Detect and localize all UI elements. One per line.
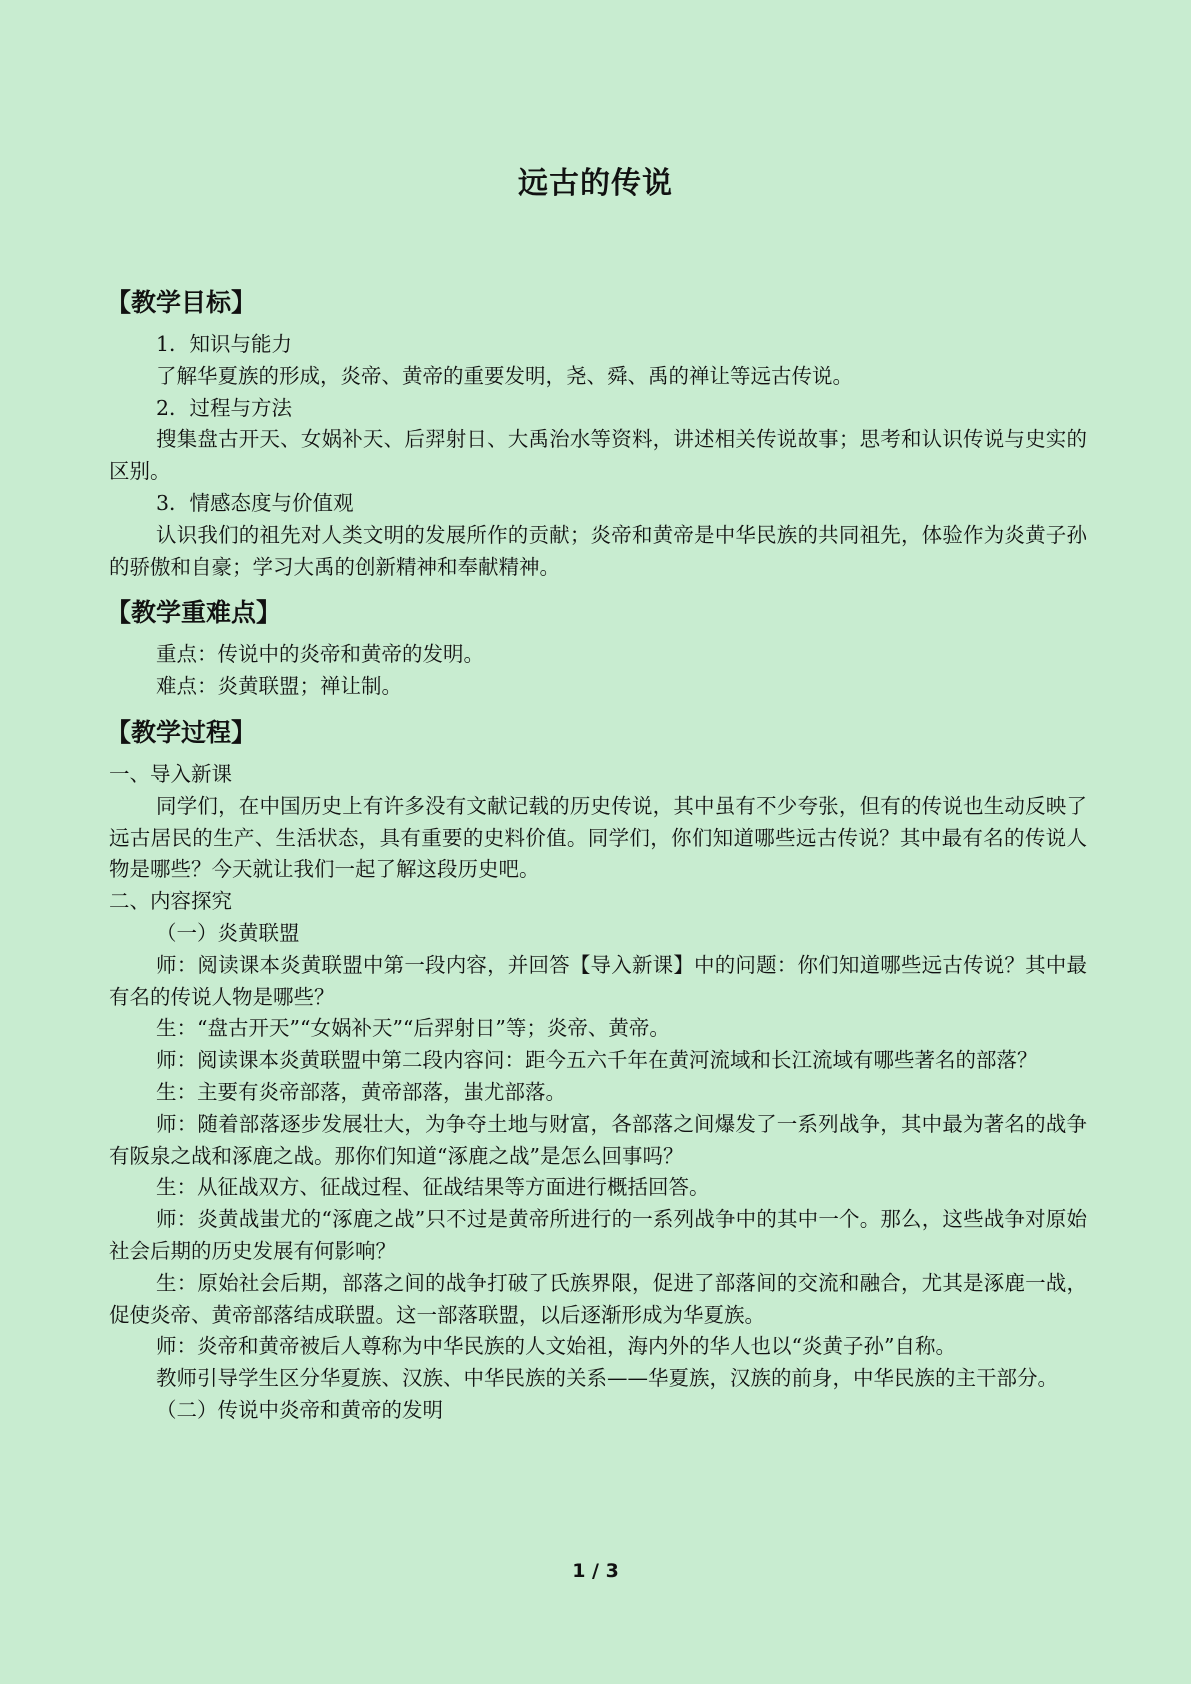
- process-paragraph: 师：阅读课本炎黄联盟中第二段内容问：距今五六千年在黄河流域和长江流域有哪些著名的部落？: [156, 1048, 1038, 1073]
- keypoint-difficulty: 难点：炎黄联盟；禅让制。: [156, 674, 402, 699]
- process-step-1-heading: 一、导入新课: [109, 761, 232, 786]
- process-paragraph: 教师引导学生区分华夏族、汉族、中华民族的关系——华夏族，汉族的前身，中华民族的主干部分。: [156, 1366, 1058, 1391]
- process-paragraph: 同学们，在中国历史上有许多没有文献记载的历史传说，其中虽有不少夸张，但有的传说也生动反映了远古居民的生产、生活状态，具有重要的史料价值。同学们，你们知道哪些远古传说？其中最有名的传说人物是哪些？今天就让我们一起了解这段历史吧。: [109, 793, 1087, 882]
- goal-subheading-3: 3．情感态度与价值观: [156, 490, 354, 515]
- goal-subheading-2: 2．过程与方法: [156, 395, 293, 420]
- process-paragraph: 生：主要有炎帝部落，黄帝部落，蚩尤部落。: [156, 1079, 566, 1104]
- page-title: 远古的传说: [518, 166, 673, 201]
- process-step-2-heading: 二、内容探究: [109, 889, 232, 914]
- goal-subheading-1: 1．知识与能力: [156, 332, 293, 356]
- goal-text-1: 了解华夏族的形成，炎帝、黄帝的重要发明，尧、舜、禹的禅让等远古传说。: [156, 363, 853, 388]
- goal-text-3: 认识我们的祖先对人类文明的发展所作的贡献；炎帝和黄帝是中华民族的共同祖先，体验作为炎黄子孙的骄傲和自豪；学习大禹的创新精神和奉献精神。: [109, 522, 1087, 579]
- process-paragraph: 师：炎帝和黄帝被后人尊称为中华民族的人文始祖，海内外的华人也以“炎黄子孙”自称。: [156, 1334, 956, 1359]
- process-paragraph: 生：从征战双方、征战过程、征战结果等方面进行概括回答。: [156, 1175, 710, 1200]
- section-heading-goals: 【教学目标】: [106, 288, 257, 317]
- process-paragraph: 生：原始社会后期，部落之间的战争打破了氏族界限，促进了部落间的交流和融合，尤其是涿鹿一战，促使炎帝、黄帝部落结成联盟。这一部落联盟，以后逐渐形成为华夏族。: [109, 1270, 1087, 1327]
- section-heading-process: 【教学过程】: [106, 717, 257, 747]
- process-paragraph: 师：炎黄战蚩尤的“涿鹿之战”只不过是黄帝所进行的一系列战争中的其中一个。那么，这些战争对原始社会后期的历史发展有何影响？: [109, 1207, 1087, 1263]
- goal-text-2: 搜集盘古开天、女娲补天、后羿射日、大禹治水等资料，讲述相关传说故事；思考和认识传说与史实的区别。: [109, 427, 1087, 484]
- process-paragraph: 师：随着部落逐步发展壮大，为争夺土地与财富，各部落之间爆发了一系列战争，其中最为著名的战争有阪泉之战和涿鹿之战。那你们知道“涿鹿之战”是怎么回事吗？: [109, 1111, 1087, 1168]
- process-paragraph: 师：阅读课本炎黄联盟中第一段内容，并回答【导入新课】中的问题：你们知道哪些远古传说？其中最有名的传说人物是哪些？: [109, 952, 1087, 1009]
- document-body: [106, 285, 1087, 1427]
- section-heading-keypoints: 【教学重难点】: [106, 598, 282, 628]
- process-subsection-heading: （二）传说中炎帝和黄帝的发明: [156, 1397, 443, 1422]
- process-paragraph: 生：“盘古开天”“女娲补天”“后羿射日”等；炎帝、黄帝。: [156, 1016, 670, 1041]
- page-number: 1 / 3: [572, 1560, 619, 1582]
- process-subsection-heading: （一）炎黄联盟: [156, 920, 300, 945]
- keypoint-focus: 重点：传说中的炎帝和黄帝的发明。: [156, 642, 484, 667]
